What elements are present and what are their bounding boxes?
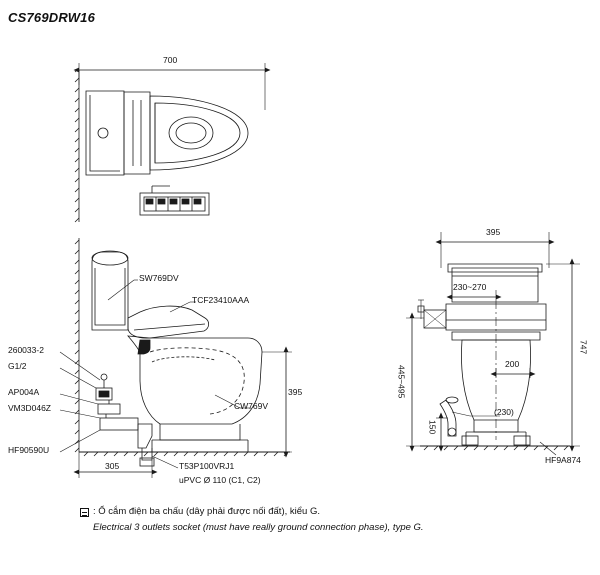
dimension-side-305: 305 <box>105 461 120 471</box>
label-ap004a: AP004A <box>8 387 40 397</box>
dimension-top-width: 700 <box>163 55 178 65</box>
dimension-230-bracket: (230) <box>494 407 514 417</box>
dimension-side-height-395: 395 <box>288 387 303 397</box>
dimension-230-270: 230~270 <box>453 282 487 292</box>
legend-line-vi: : Ổ cắm điện ba chấu (dây phải được nối đất), kiểu G. <box>93 506 320 517</box>
label-vm3d046z: VM3D046Z <box>8 403 51 413</box>
label-sw769dv: SW769DV <box>139 273 179 283</box>
label-tcf23410aaa: TCF23410AAA <box>192 295 250 305</box>
label-t53p100vrj1: T53P100VRJ1 <box>179 461 235 471</box>
dimension-200: 200 <box>505 359 520 369</box>
label-260033-2: 260033-2 <box>8 345 44 355</box>
socket-icon <box>80 508 89 517</box>
dimension-front-width-395: 395 <box>486 227 501 237</box>
label-hf90590u: HF90590U <box>8 445 50 455</box>
label-upvc: uPVC Ø 110 (C1, C2) <box>179 475 261 485</box>
label-g12: G1/2 <box>8 361 27 371</box>
dimension-150: 150 <box>427 420 438 435</box>
page-title: CS769DRW16 <box>8 10 96 25</box>
legend-line-en: Electrical 3 outlets socket (must have really ground connection phase), type G. <box>93 522 424 533</box>
dimension-445-495: 445~495 <box>396 365 407 399</box>
label-cw769v: CW769V <box>234 401 269 411</box>
dimension-747: 747 <box>578 340 589 355</box>
label-hf9a874: HF9A874 <box>545 455 581 465</box>
